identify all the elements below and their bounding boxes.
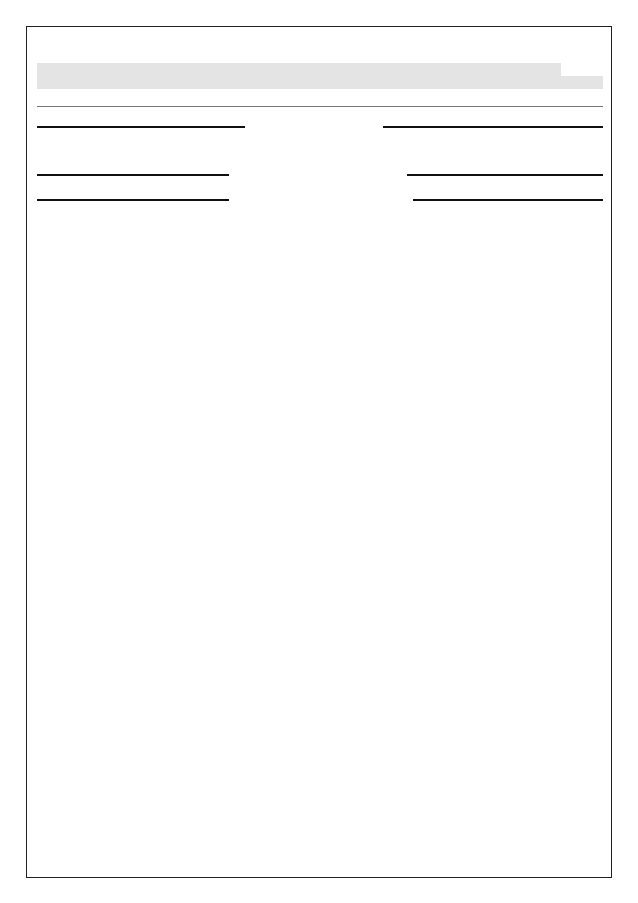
education-entry	[37, 145, 603, 163]
section-rule-right	[383, 126, 603, 128]
section-rule-left	[37, 126, 245, 128]
section-rule-left	[37, 199, 229, 201]
resume-page	[26, 26, 612, 878]
education-heading	[37, 113, 603, 135]
resume-content	[37, 47, 603, 223]
section-rule-left	[37, 174, 229, 176]
trainings-heading	[37, 167, 603, 189]
section-rule-right	[407, 174, 603, 176]
role-band-shade	[37, 76, 603, 89]
employer-header	[37, 63, 603, 89]
employer-band-shade	[37, 63, 561, 76]
previous-assignments-title	[37, 105, 603, 107]
section-rule-right	[413, 199, 603, 201]
personal-heading	[37, 189, 603, 217]
